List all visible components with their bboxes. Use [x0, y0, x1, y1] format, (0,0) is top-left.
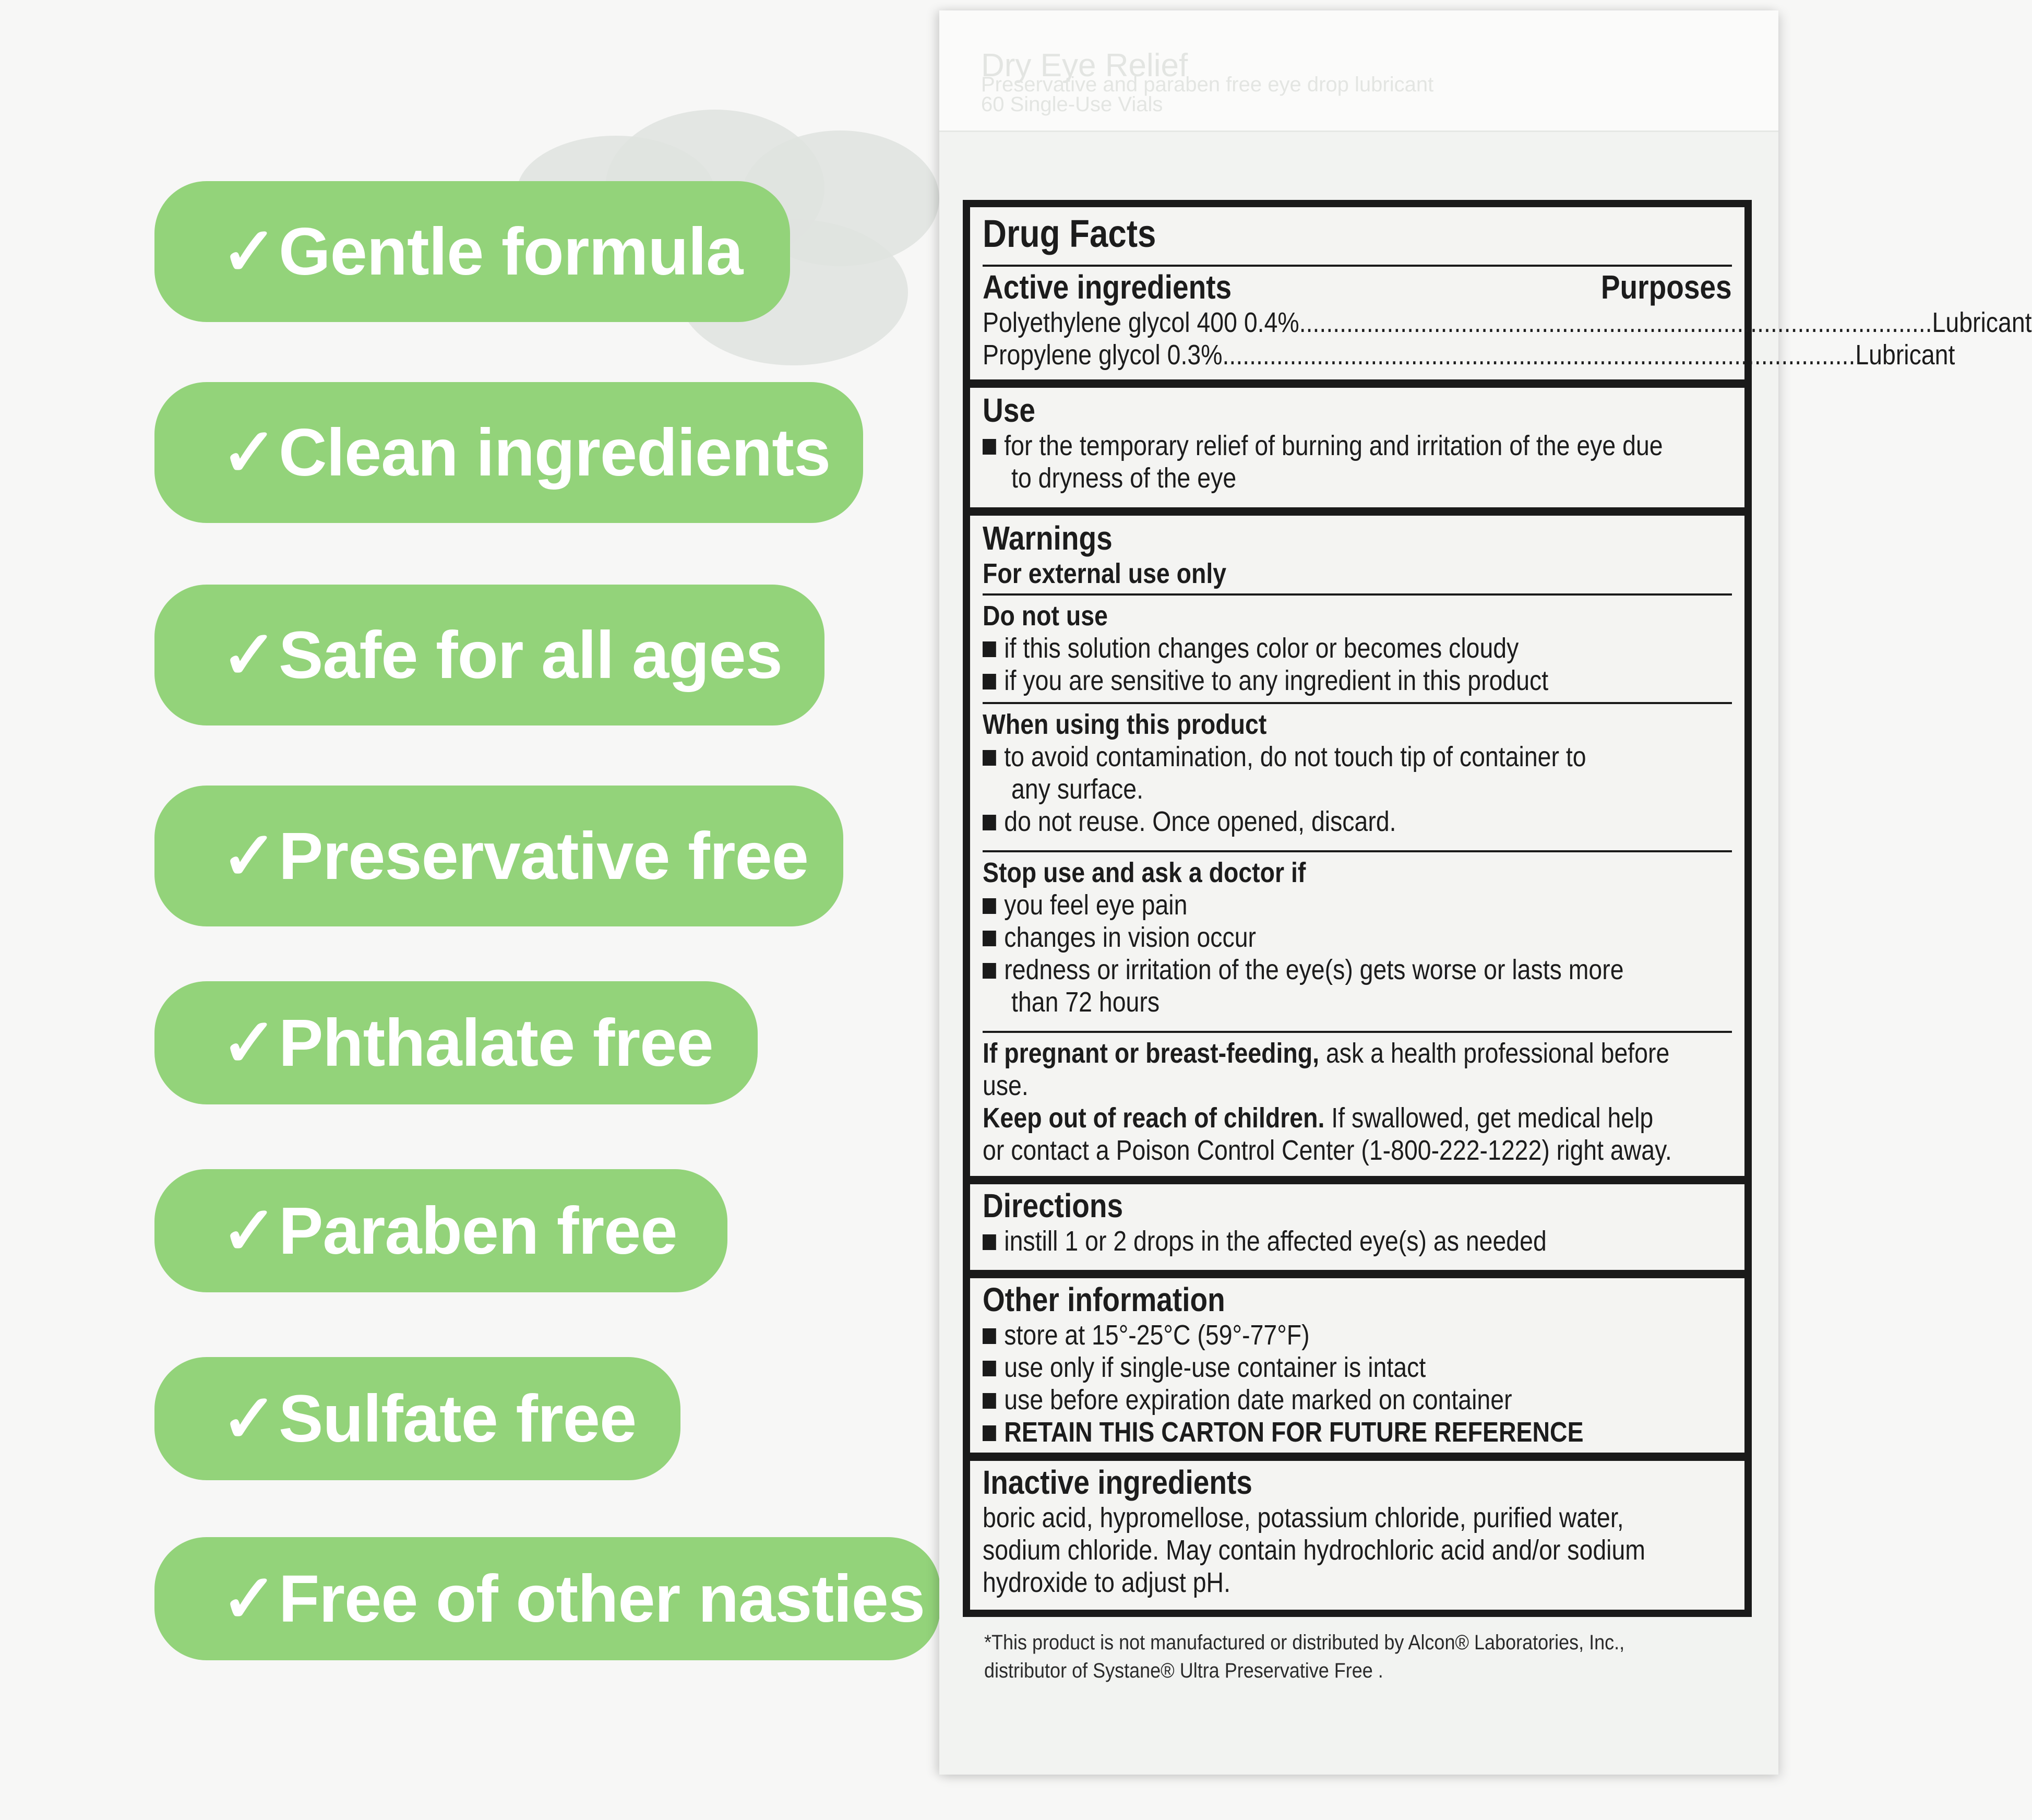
purposes-heading: Purposes [1601, 268, 1732, 306]
inactive-ingredients-text: boric acid, hypromellose, potassium chloride, purified water, [983, 1502, 1624, 1533]
other-information-heading: Other information [983, 1281, 1225, 1318]
retain-carton-text: RETAIN THIS CARTON FOR FUTURE REFERENCE [1004, 1417, 1584, 1448]
bullet-square-icon [983, 1361, 996, 1376]
stop-use-item: redness or irritation of the eye(s) gets worse or lasts more [1004, 954, 1624, 985]
feature-label: Free of other nasties [279, 1561, 925, 1636]
use-text: for the temporary relief of burning and irritation of the eye due [1004, 430, 1663, 461]
footnote-line: *This product is not manufactured or distributed by Alcon® Laboratories, Inc., [984, 1631, 1625, 1654]
carton-product-name: Dry Eye Relief [981, 47, 1188, 84]
bullet-square-icon [983, 898, 996, 914]
do-not-use-item: if this solution changes color or becomes cloudy [1004, 633, 1519, 664]
active-ingredient-row: Propylene glycol 0.3% .............................................................................................. Lubricant [983, 339, 1955, 371]
footnote-line: distributor of Systane® Ultra Preservative Free . [984, 1659, 1383, 1682]
check-mark-icon: ✓ [221, 818, 277, 894]
check-mark-icon: ✓ [221, 1561, 277, 1636]
bullet-square-icon [983, 815, 996, 830]
check-mark-icon: ✓ [221, 1381, 277, 1456]
directions-text: instill 1 or 2 drops in the affected eye(s) as needed [1004, 1226, 1547, 1257]
carton-count: 60 Single-Use Vials [981, 93, 1163, 116]
feature-label: Phthalate free [279, 1005, 713, 1080]
warnings-heading: Warnings [983, 519, 1113, 557]
check-mark-icon: ✓ [221, 1193, 277, 1268]
inactive-ingredients-heading: Inactive ingredients [983, 1464, 1252, 1501]
bullet-square-icon [983, 750, 996, 766]
drug-facts-panel [963, 200, 2032, 1617]
ingredient-purpose: Lubricant [1855, 339, 1955, 371]
bullet-square-icon [983, 1393, 996, 1409]
ingredient-purpose: Lubricant [1932, 307, 2032, 338]
carton-tagline: Preservative and paraben free eye drop lubricant [981, 73, 1434, 96]
stop-use-heading: Stop use and ask a doctor if [983, 857, 1306, 888]
inactive-ingredients-text: hydroxide to adjust pH. [983, 1567, 1231, 1598]
directions-heading: Directions [983, 1187, 1123, 1224]
check-mark-icon: ✓ [221, 1005, 277, 1080]
bullet-square-icon [983, 641, 996, 657]
check-mark-icon: ✓ [221, 214, 277, 289]
carton-top [939, 10, 1778, 132]
drug-facts-title: Drug Facts [983, 212, 1156, 255]
feature-pill-clean [154, 382, 863, 523]
feature-pill-phthalate [154, 981, 758, 1104]
feature-label: Sulfate free [279, 1381, 637, 1456]
bullet-square-icon [983, 931, 996, 946]
keep-out-text: If swallowed, get medical help [1324, 1102, 1654, 1134]
bullet-square-icon [983, 1328, 996, 1344]
when-using-item: do not reuse. Once opened, discard. [1004, 806, 1396, 837]
when-using-heading: When using this product [983, 709, 1267, 740]
bullet-square-icon [983, 963, 996, 979]
keep-out-text-cont: or contact a Poison Control Center (1-800-222-1222) right away. [983, 1135, 1672, 1166]
footnote [984, 1628, 1624, 1685]
when-using-item: to avoid contamination, do not touch tip of container to [1004, 741, 1586, 772]
active-ingredients-heading: Active ingredients [983, 268, 1232, 306]
feature-pill-gentle [154, 181, 790, 322]
bullet-square-icon [983, 439, 996, 455]
feature-pill-safe [154, 585, 824, 725]
do-not-use-heading: Do not use [983, 600, 1108, 632]
feature-label: Clean ingredients [279, 415, 830, 490]
use-text-cont: to dryness of the eye [1011, 462, 1237, 494]
external-use-text: For external use only [983, 558, 1227, 589]
check-mark-icon: ✓ [221, 415, 277, 490]
keep-out-bold: Keep out of reach of children. [983, 1102, 1325, 1134]
stop-use-item-cont: than 72 hours [1011, 986, 1160, 1018]
feature-pill-preservative [154, 786, 843, 926]
bullet-square-icon [983, 674, 996, 689]
bullet-square-icon [983, 1425, 996, 1441]
feature-label: Paraben free [279, 1193, 677, 1268]
do-not-use-item: if you are sensitive to any ingredient in this product [1004, 665, 1549, 696]
inactive-ingredients-text: sodium chloride. May contain hydrochloric acid and/or sodium [983, 1534, 1645, 1566]
pregnant-text: ask a health professional before [1319, 1038, 1670, 1069]
bullet-square-icon [983, 1234, 996, 1250]
use-heading: Use [983, 391, 1035, 429]
stop-use-item: changes in vision occur [1004, 922, 1257, 953]
check-mark-icon: ✓ [221, 617, 277, 693]
other-info-item: store at 15°-25°C (59°-77°F) [1004, 1319, 1310, 1351]
feature-label: Safe for all ages [279, 617, 782, 693]
ingredient-name: Propylene glycol 0.3% [983, 339, 1223, 371]
active-ingredient-row: Polyethylene glycol 400 0.4% .............................................................................................. Lubricant [983, 307, 2032, 338]
ingredient-name: Polyethylene glycol 400 0.4% [983, 307, 1299, 338]
feature-label: Preservative free [279, 818, 808, 894]
feature-pill-paraben [154, 1169, 727, 1292]
feature-label: Gentle formula [279, 214, 743, 289]
feature-pill-other-nasties [154, 1537, 940, 1660]
pregnant-bold: If pregnant or breast-feeding, [983, 1038, 1320, 1069]
other-info-item: use before expiration date marked on container [1004, 1384, 1512, 1415]
feature-pill-sulfate [154, 1357, 680, 1480]
when-using-item-cont: any surface. [1011, 774, 1144, 805]
pregnant-text-cont: use. [983, 1070, 1029, 1101]
other-info-item: use only if single-use container is intact [1004, 1352, 1426, 1383]
stop-use-item: you feel eye pain [1004, 889, 1188, 921]
